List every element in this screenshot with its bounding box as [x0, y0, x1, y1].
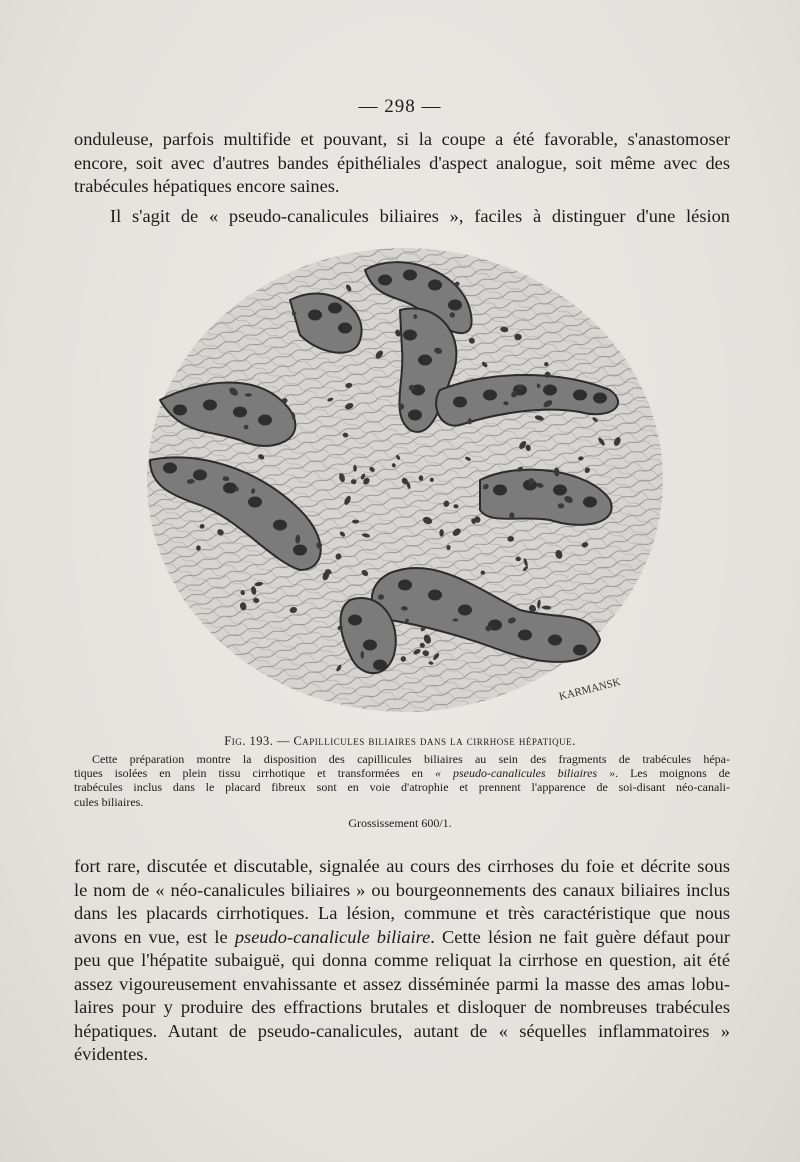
- text-line: [74, 926, 730, 950]
- cell-nucleus: [543, 385, 557, 396]
- text-line: encore, soit avec d'autres bandes épithéliales d'aspect analogue, soit même avec des: [74, 152, 730, 173]
- cell-nucleus: [348, 615, 362, 626]
- cell-nucleus: [308, 310, 322, 321]
- text-emphasis: pseudo-canalicule biliaire: [234, 926, 431, 947]
- cell-nucleus: [403, 270, 417, 281]
- caption-emphasis: « pseudo-canalicules biliaires »: [434, 766, 616, 781]
- text-line: laires pour y produire des effractions brutales et disloquer de nombreuses trabécules: [74, 997, 730, 1017]
- figure-title: Capillicules biliaires dans la cirrhose hépatique.: [293, 734, 576, 748]
- cell-nucleus: [493, 485, 507, 496]
- text-line: peu que l'hépatite subaiguë, qui donna comme reliquat la cirrhose en question, ait été: [74, 950, 730, 970]
- cell-nucleus: [408, 410, 422, 421]
- cell-nucleus: [233, 407, 247, 418]
- text-line: Il s'agit de « pseudo-canalicules biliaires », faciles à distinguer d'une lésion: [110, 206, 730, 226]
- cell-nucleus: [573, 645, 587, 656]
- cell-nucleus: [273, 520, 287, 531]
- text-line: évidentes.: [74, 1044, 149, 1064]
- cell-nucleus: [293, 545, 307, 556]
- caption-text: tiques isolées en plein tissu cirrhotique et transformées en: [74, 766, 435, 781]
- paragraph-continuation: [74, 128, 730, 199]
- cell-nucleus: [193, 470, 207, 481]
- fibroblast-nucleus: [245, 393, 252, 396]
- cell-nucleus: [553, 485, 567, 496]
- cell-nucleus: [573, 390, 587, 401]
- histology-figure: [140, 240, 670, 720]
- cell-nucleus: [428, 590, 442, 601]
- caption-line: Cette préparation montre la disposition des capillicules biliaires au sein des fragments de trabécules hépa-: [92, 752, 730, 766]
- cell-nucleus: [173, 405, 187, 416]
- cell-nucleus: [458, 605, 472, 616]
- cell-nucleus: [338, 323, 352, 334]
- paragraph-main: [74, 855, 730, 1067]
- caption-line: trabécules inclus dans le placard fibreux sont en voie d'atrophie et prennent l'apparence de soi-disant néo-canali-: [74, 780, 730, 795]
- cell-nucleus: [258, 415, 272, 426]
- cell-nucleus: [403, 330, 417, 341]
- text-line: fort rare, discutée et discutable, signalée au cours des cirrhoses du foie et décrite sous: [74, 856, 730, 876]
- cell-nucleus: [448, 300, 462, 311]
- text-line: trabécules hépatiques encore saines.: [74, 176, 340, 196]
- text-span: avons en vue, est le: [74, 926, 235, 947]
- text-line: assez vigoureusement envahissante et assez disséminée parmi la masse des amas lobu-: [74, 973, 730, 994]
- figure-description: [74, 752, 730, 809]
- figure-magnification: Grossissement 600/1.: [348, 816, 452, 830]
- fibroblast-nucleus: [361, 651, 364, 659]
- cell-nucleus: [583, 497, 597, 508]
- cell-nucleus: [363, 640, 377, 651]
- paragraph-intro: [74, 205, 730, 229]
- caption-line: cules biliaires.: [74, 794, 144, 809]
- cell-nucleus: [548, 635, 562, 646]
- page-number: — 298 —: [358, 96, 442, 117]
- cell-nucleus: [453, 397, 467, 408]
- text-line: dans les placards cirrhotiques. La lésion, commune et très caractéristique que nous: [74, 903, 730, 923]
- text-line: onduleuse, parfois multifide et pouvant, si la coupe a été favorable, s'anastomoser: [74, 129, 730, 149]
- cell-nucleus: [378, 275, 392, 286]
- figure-caption: [0, 734, 800, 749]
- caption-line: [74, 766, 730, 780]
- cell-nucleus: [518, 630, 532, 641]
- cell-nucleus: [483, 390, 497, 401]
- cell-nucleus: [373, 660, 387, 671]
- cell-nucleus: [428, 280, 442, 291]
- histology-illustration: [140, 240, 670, 720]
- text-span: . Cette lésion ne fait guère défaut pour: [430, 926, 730, 947]
- cell-nucleus: [163, 463, 177, 474]
- artist-signature: KARMANSK: [557, 676, 622, 703]
- cell-nucleus: [593, 393, 607, 404]
- figure-label: Fig. 193. —: [224, 734, 290, 748]
- cell-nucleus: [203, 400, 217, 411]
- text-line: le nom de « néo-canalicules biliaires » ou bourgeonnements des canaux biliaires inclus: [74, 879, 730, 900]
- cell-nucleus: [248, 497, 262, 508]
- cell-nucleus: [223, 483, 237, 494]
- cell-nucleus: [328, 303, 342, 314]
- cell-nucleus: [418, 355, 432, 366]
- text-line: hépatiques. Autant de pseudo-canalicules, autant de « séquelles inflammatoires »: [74, 1020, 730, 1041]
- cell-nucleus: [398, 580, 412, 591]
- caption-text: . Les moignons de: [615, 766, 730, 781]
